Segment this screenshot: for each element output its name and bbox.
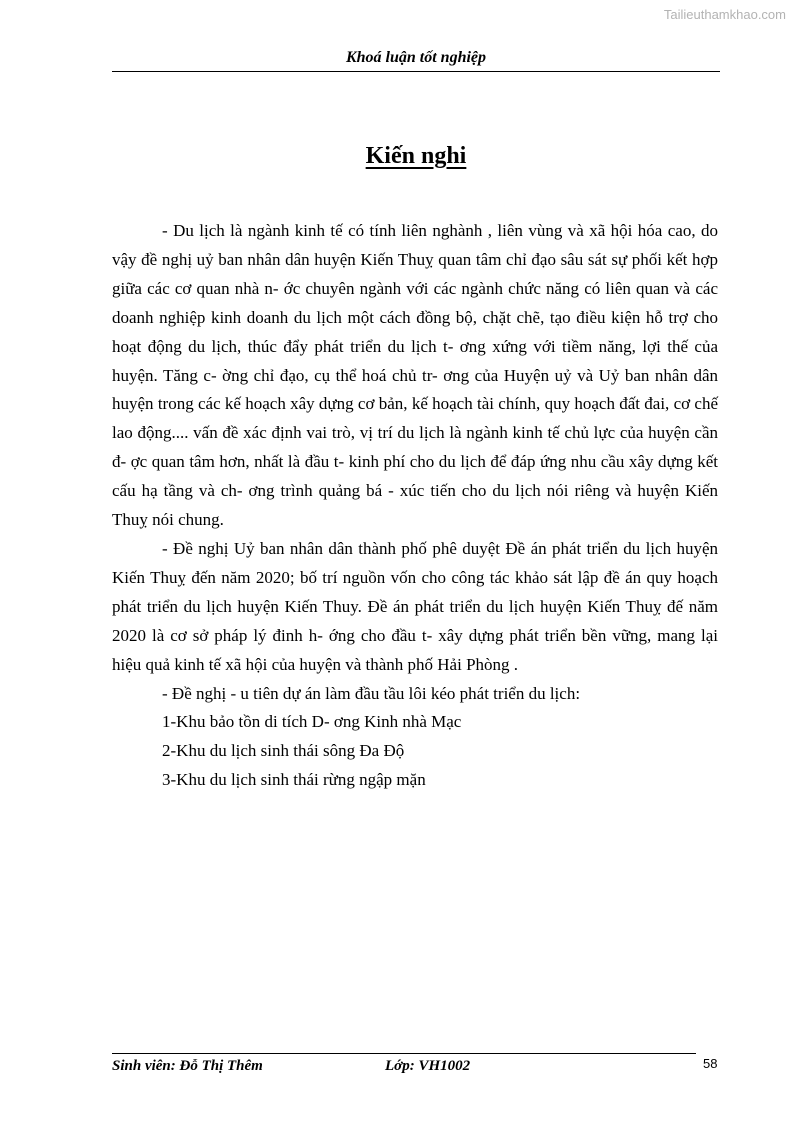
- header-title: Khoá luận tốt nghiệp: [345, 49, 487, 66]
- paragraph-3: - Đề nghị - u tiên dự án làm đầu tầu lôi kéo phát triển du lịch:: [162, 683, 581, 703]
- page-title: Kiến nghi: [365, 143, 467, 169]
- list-item: 3-Khu du lịch sinh thái rừng ngập mặn: [162, 770, 426, 790]
- footer-class: Lớp: VH1002: [385, 1058, 471, 1074]
- document-body: [112, 217, 718, 795]
- footer-student: Sinh viên: Đỗ Thị Thêm: [112, 1058, 263, 1074]
- watermark: Tailieuthamkhao.com: [663, 7, 786, 22]
- paragraph-1: - Du lịch là ngành kinh tế có tính liên nghành , liên vùng và xã hội hóa cao, do vậy đề nghị uỷ ban nhân dân huyện Kiến Thuỵ quan tâm chỉ đạo sâu sát sự phối kết hợp giữa các cơ quan nhà n- ớc chuyên ngành với các ngành chức năng có liên quan và các doanh nghiệp kinh doanh du lịch một cách đồng bộ, chặt chẽ, tạo điều kiện hỗ trợ cho hoạt động du lịch, thúc đẩy phát triển du lịch t- ơng xứng với tiềm năng, lợi thế của huyện. Tăng c- ờng chỉ đạo, cụ thể hoá chủ tr- ơng của Huyện uỷ và Uỷ ban nhân dân huyện trong các kế hoạch xây dựng cơ bản, kế hoạch tài chính, quy hoạch đất đai, cơ chế lao động.... vấn đề xác định vai trò, vị trí du lịch là ngành kinh tế chủ lực của huyện cần đ- ợc quan tâm hơn, nhất là đầu t- kinh phí cho du lịch để đáp ứng nhu cầu xây dựng kết cấu hạ tầng và ch- ơng trình quảng bá - xúc tiến cho du lịch nói riêng và huyện Kiến Thuỵ nói chung.: [112, 221, 718, 530]
- list-item: 2-Khu du lịch sinh thái sông Đa Độ: [162, 741, 405, 761]
- header-divider: [112, 71, 720, 72]
- page-number: 58: [703, 1056, 718, 1071]
- list-item: 1-Khu bảo tồn di tích D- ơng Kinh nhà Mạc: [162, 712, 462, 732]
- paragraph-2: - Đề nghị Uỷ ban nhân dân thành phố phê duyệt Đề án phát triển du lịch huyện Kiến Thuỵ đến năm 2020; bố trí nguồn vốn cho công tác khảo sát lập đề án quy hoạch phát triển du lịch huyện Kiến Thuy. Đề án phát triển du lịch huyện Kiến Thuỵ đế năm 2020 là cơ sở pháp lý đinh h- ớng cho đầu t- xây dựng phát triển bền vững, mang lại hiệu quả kinh tế xã hội của huyện và thành phố Hải Phòng .: [112, 538, 718, 674]
- footer-divider: [112, 1053, 696, 1054]
